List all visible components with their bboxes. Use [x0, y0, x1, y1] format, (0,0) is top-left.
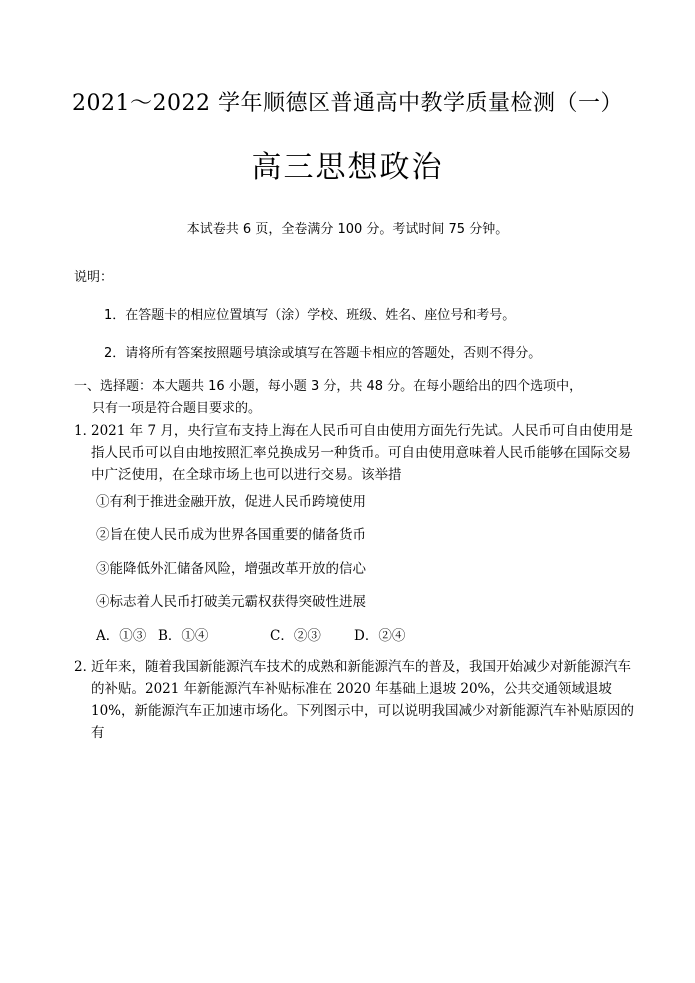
question-text: 近年来，随着我国新能源汽车技术的成熟和新能源汽车的普及，我国开始减少对新能源汽车的补贴。2021 年新能源汽车补贴标准在 2020 年基础上退坡 20%，公共交通领域退坡 10%，新能源汽车正加速市场化。下列图示中，可以说明我国减少对新能源汽车补贴原因的有 — [91, 659, 635, 741]
statement-1: ①有利于推进金融开放，促进人民币跨境使用 — [96, 494, 366, 510]
section-heading — [74, 376, 634, 420]
question-text: 2021 年 7 月，央行宣布支持上海在人民币可自由使用方面先行先试。人民币可自由使用是指人民币可以自由地按照汇率兑换成另一种货币。可自由使用意味着人民币能够在国际交易中广泛使用，在全球市场上也可以进行交易。该举措 — [91, 423, 633, 483]
choice-a[interactable]: A．①③ — [96, 628, 147, 644]
question-number: 1． — [74, 423, 97, 439]
section-heading-line2: 只有一项是符合题目要求的。 — [92, 401, 262, 416]
answer-choices — [96, 624, 405, 644]
question-number: 2． — [74, 659, 97, 675]
notes-heading: 说明： — [74, 270, 114, 285]
note-item-2: 2．请将所有答案按照题号填涂或填写在答题卡相应的答题处，否则不得分。 — [104, 346, 542, 361]
section-heading-line1: 一、选择题：本大题共 16 小题，每小题 3 分，共 48 分。在每小题给出的四个选项中， — [74, 379, 583, 394]
question-1 — [74, 420, 634, 486]
choice-b[interactable]: B．①④ — [158, 628, 209, 644]
subject-title: 高三思想政治 — [251, 150, 444, 185]
choice-d[interactable]: D．②④ — [354, 628, 406, 644]
choice-c[interactable]: C．②③ — [270, 628, 321, 644]
note-item-1: 1．在答题卡的相应位置填写（涂）学校、班级、姓名、座位号和考号。 — [104, 308, 516, 323]
question-2 — [74, 656, 634, 744]
statement-3: ③能降低外汇储备风险，增强改革开放的信心 — [96, 561, 366, 577]
statement-2: ②旨在使人民币成为世界各国重要的储备货币 — [96, 527, 366, 543]
statement-4: ④标志着人民币打破美元霸权获得突破性进展 — [96, 594, 366, 610]
exam-info: 本试卷共 6 页，全卷满分 100 分。考试时间 75 分钟。 — [186, 222, 509, 237]
exam-title: 2021～2022 学年顺德区普通高中教学质量检测（一） — [72, 91, 623, 116]
